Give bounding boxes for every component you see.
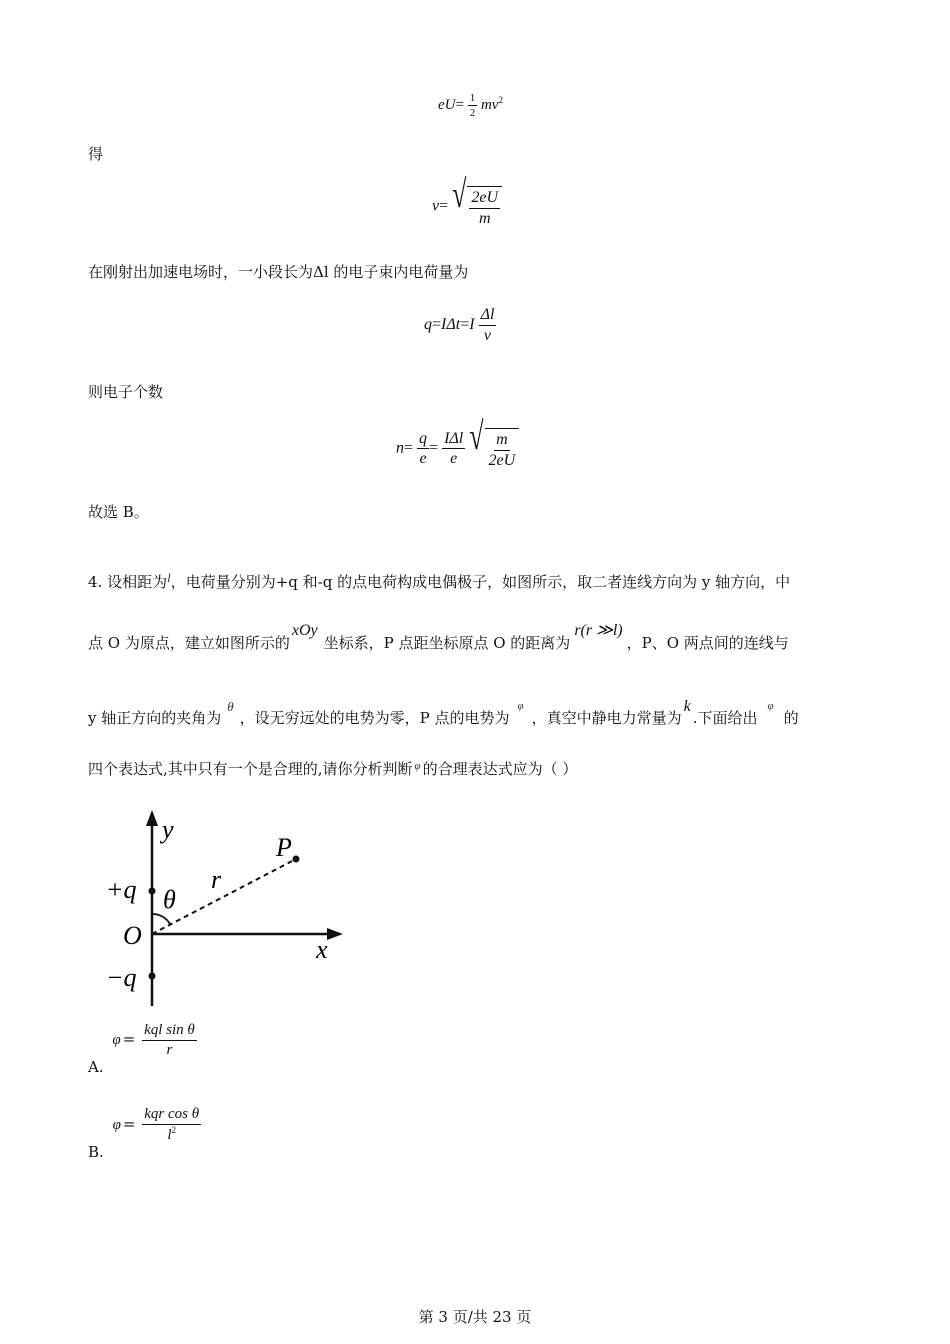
eq4-f2-num: IΔl (442, 430, 465, 450)
option-b-den-base: l (167, 1126, 172, 1143)
q-sym-phi-3: φ (414, 760, 421, 772)
q-line4-b: 的合理表达式应为（ ） (422, 760, 578, 778)
charge-minus-dot (149, 973, 156, 980)
eq4-f3-num: m (494, 431, 510, 451)
option-a-fraction (142, 1022, 197, 1058)
option-b-phi: φ (112, 1116, 121, 1133)
eq4-sqrt: √ $\frac{m}{2eU}$ (469, 428, 519, 469)
option-a[interactable] (88, 1022, 197, 1076)
eq1-fraction (468, 92, 478, 119)
q-line4-a: 四个表达式,其中只有一个是合理的,请你分析判断 (88, 760, 413, 778)
eq4-f3-den: 2eU (488, 451, 516, 469)
q-sym-k: k (683, 698, 691, 715)
label-minus-q: −q (106, 963, 137, 992)
text-count: 则电子个数 (88, 383, 164, 401)
q-sym-l: l (167, 570, 171, 585)
option-a-den: r (166, 1041, 173, 1058)
equation-charge (424, 306, 496, 344)
question-line-1 (88, 571, 790, 592)
eq3-equals-1: = (432, 315, 442, 333)
eq4-f2-den: e (450, 450, 458, 468)
eq2-sqrt: √ $\frac{2eU}{m}$ (452, 186, 502, 227)
q-sym-phi-2: φ (767, 700, 774, 712)
eq1-lhs: eU (438, 97, 456, 114)
equation-energy (438, 92, 503, 119)
option-b-den-sup: 2 (171, 1124, 177, 1135)
option-b-num: kqr cos θ (142, 1106, 201, 1125)
q-sym-xoy: xOy (291, 622, 318, 639)
equation-velocity (432, 172, 502, 227)
label-theta: θ (163, 885, 176, 914)
eq1-sup: 2 (498, 95, 503, 106)
eq4-fraction-3 (487, 431, 518, 469)
eq3-pre: I (469, 315, 475, 333)
eq1-num: 1 (468, 92, 478, 106)
eq2-equals: = (439, 197, 449, 215)
eq4-lhs: n (396, 439, 404, 457)
option-b-fraction (142, 1106, 201, 1143)
page-footer: 第 3 页/共 23 页 (418, 1308, 532, 1326)
q-line3-c: ，真空中静电力常量为 (531, 709, 682, 727)
eq1-den: 2 (469, 107, 476, 120)
q-line3-e: 的 (783, 709, 799, 727)
label-plus-q: +q (106, 875, 137, 904)
label-o: O (123, 921, 142, 950)
eq3-den: v (483, 326, 492, 344)
question-line-3 (88, 698, 799, 728)
label-r: r (211, 865, 222, 894)
eq3-equals-2: = (460, 315, 470, 333)
label-y: y (162, 815, 174, 844)
eq4-f1-den: e (419, 450, 427, 468)
question-line-4 (88, 758, 577, 779)
q-sym-r: r(r ≫l) (574, 622, 623, 639)
text-de: 得 (88, 145, 104, 163)
q-line2-b: 坐标系，P 点距坐标原点 O 的距离为 (323, 634, 571, 652)
eq3-num: Δl (479, 306, 497, 326)
eq3-lhs: q (424, 315, 432, 333)
label-x: x (316, 935, 328, 964)
eq4-f1-num: q (417, 430, 429, 450)
eq2-lhs: v (432, 197, 440, 215)
option-b-label: B. (88, 1142, 104, 1161)
equation-count (396, 414, 519, 469)
q-line3-d: .下面给出 (692, 709, 758, 727)
y-axis-arrow (146, 810, 158, 826)
eq4-fraction-2 (442, 430, 465, 468)
option-b-den (165, 1125, 178, 1144)
theta-arc (152, 914, 170, 924)
eq3-fraction (479, 306, 497, 344)
option-a-num: kql sin θ (142, 1022, 197, 1041)
option-a-equals: = (122, 1030, 136, 1048)
q-sym-theta: θ (227, 699, 234, 714)
q-line3-b: ，设无穷远处的电势为零，P 点的电势为 (239, 709, 510, 727)
point-p (293, 856, 300, 863)
eq2-fraction (469, 189, 500, 227)
q-line1-a: 4. 设相距为 (88, 573, 168, 591)
eq2-den: m (478, 209, 491, 227)
question-line-2 (88, 622, 789, 653)
text-charge: 在刚射出加速电场时，一小段长为Δl 的电子束内电荷量为 (88, 263, 469, 281)
eq1-equals: = (455, 97, 464, 114)
label-p: P (276, 833, 292, 862)
q-line1-b: ，电荷量分别为+q 和-q 的点电荷构成电偶极子，如图所示，取二者连线方向为 y 轴方向，中 (170, 573, 791, 591)
eq4-equals-1: = (404, 439, 414, 457)
q-line2-c: ，P、O 两点间的连线与 (626, 634, 789, 652)
eq2-num: 2eU (469, 189, 500, 209)
charge-plus-dot (149, 888, 156, 895)
option-a-phi: φ (112, 1032, 121, 1048)
q-line3-a: y 轴正方向的夹角为 (88, 709, 222, 727)
x-axis-arrow (327, 928, 343, 940)
eq3-mid: IΔt (441, 315, 461, 333)
eq4-fraction-1 (417, 430, 429, 468)
eq4-equals-2: = (429, 439, 439, 457)
eq1-rhs: mv (480, 97, 499, 114)
q-sym-phi-1: φ (517, 700, 524, 712)
dipole-figure (100, 806, 360, 1011)
text-answer: 故选 B。 (88, 503, 149, 521)
option-a-label: A. (88, 1058, 104, 1076)
option-b-equals: = (122, 1114, 136, 1133)
q-line2-a: 点 O 为原点，建立如图所示的 (88, 634, 290, 652)
option-b[interactable] (88, 1106, 201, 1161)
